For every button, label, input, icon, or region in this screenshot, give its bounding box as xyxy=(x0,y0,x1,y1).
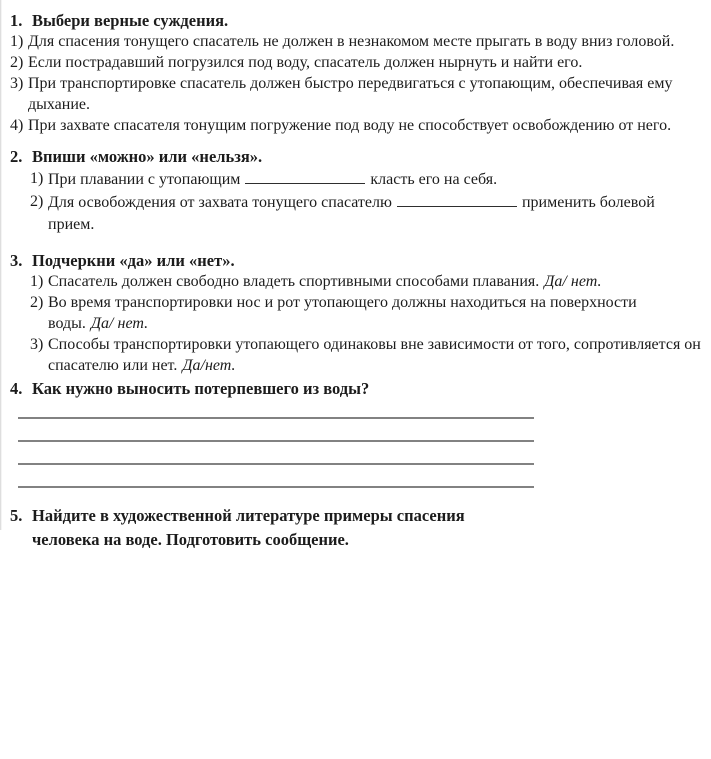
section-title: Подчеркни «да» или «нет». xyxy=(32,251,235,270)
item-text: При транспортировке спасатель должен быстро передвигаться с утопающим, обеспечивая ему дыхание. xyxy=(28,75,673,113)
item-number: 1) xyxy=(30,170,44,187)
section-2-heading xyxy=(10,146,702,168)
section-number: 3. xyxy=(10,251,23,270)
section-1-items xyxy=(10,31,702,136)
section-1-heading xyxy=(10,10,702,31)
section-4-heading xyxy=(10,378,702,399)
fill-in-blank xyxy=(245,168,365,184)
section-number: 1. xyxy=(10,11,23,30)
question-item xyxy=(10,115,702,136)
section-number: 2. xyxy=(10,147,23,166)
section-5-heading xyxy=(10,504,702,552)
item-text-before-blank: Для освобождения от захвата тонущего спасателю xyxy=(48,194,392,211)
question-item xyxy=(10,73,702,115)
item-number: 2) xyxy=(30,193,44,210)
item-number: 2) xyxy=(30,294,44,311)
scan-edge-artifact xyxy=(0,0,2,530)
section-3-items xyxy=(10,271,702,376)
yes-no-choice: Да/нет. xyxy=(182,357,236,374)
answer-line xyxy=(18,442,534,465)
item-text: Для спасения тонущего спасатель не должен в незнакомом месте прыгать в воду вниз головой. xyxy=(28,33,675,50)
answer-line xyxy=(18,419,534,442)
item-text: Во время транспортировки нос и рот утопающего должны находиться на поверхности воды. xyxy=(48,294,637,332)
section-3 xyxy=(10,250,702,376)
section-1 xyxy=(10,10,702,136)
section-number: 4. xyxy=(10,379,23,398)
section-4 xyxy=(10,378,702,488)
answer-line xyxy=(18,465,534,488)
section-title-line-1: Найдите в художественной литературе примеры спасения xyxy=(32,506,465,525)
question-item xyxy=(10,31,702,52)
yes-no-choice: Да/ нет. xyxy=(90,315,149,332)
answer-line xyxy=(18,399,534,419)
yes-no-choice: Да/ нет. xyxy=(544,273,602,290)
item-number: 4) xyxy=(10,117,24,134)
section-number: 5. xyxy=(10,506,23,525)
question-item xyxy=(30,271,702,292)
section-title: Как нужно выносить потерпевшего из воды? xyxy=(32,379,370,398)
answer-lines-area xyxy=(18,399,534,488)
item-text-after-blank: класть его на себя. xyxy=(370,171,498,188)
item-number: 3) xyxy=(10,75,24,92)
item-text: При захвате спасателя тонущим погружение под воду не способствует освобождению от него. xyxy=(28,117,672,134)
section-5 xyxy=(10,504,702,552)
item-text: Способы транспортировки утопающего одинаковы вне зависимости от того, сопротивляется он спасателю или нет. xyxy=(48,336,701,374)
question-item xyxy=(30,292,702,334)
item-number: 1) xyxy=(30,273,44,290)
section-3-heading xyxy=(10,250,702,271)
item-number: 2) xyxy=(10,54,24,71)
section-2 xyxy=(10,146,702,236)
item-text: Спасатель должен свободно владеть спортивными способами плавания. xyxy=(48,273,540,290)
section-title: Впиши «можно» или «нельзя». xyxy=(32,147,263,166)
question-item xyxy=(30,168,702,191)
item-text-after-blank: применить болевой прием. xyxy=(48,194,655,233)
fill-in-blank xyxy=(397,191,517,207)
item-text: Если пострадавший погрузился под воду, спасатель должен нырнуть и найти его. xyxy=(28,54,583,71)
section-2-items xyxy=(10,168,702,236)
question-item xyxy=(10,52,702,73)
item-text-before-blank: При плавании с утопающим xyxy=(48,171,241,188)
item-number: 3) xyxy=(30,336,44,353)
question-item xyxy=(30,334,702,376)
section-title: Выбери верные суждения. xyxy=(32,11,229,30)
section-title-line-2: человека на воде. Подготовить сообщение. xyxy=(32,530,349,549)
question-item xyxy=(30,191,702,236)
item-number: 1) xyxy=(10,33,24,50)
